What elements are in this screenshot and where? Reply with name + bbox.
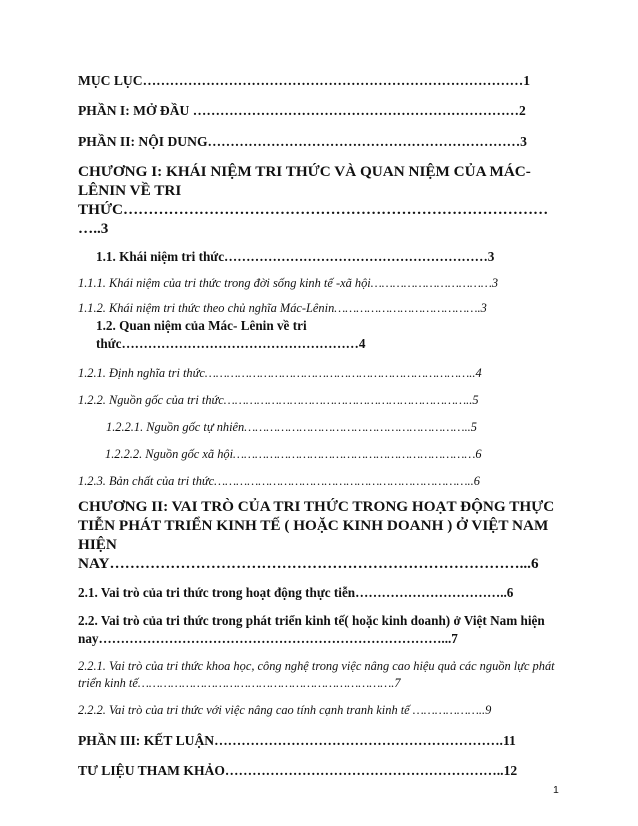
- toc-entry-2-2: 2.2. Vai trò của tri thức trong phát triển kinh tế( hoặc kinh doanh) ở Việt Nam hiện nay……………………………………………………………………...7: [78, 613, 545, 646]
- page-number: 1: [553, 784, 559, 796]
- toc-entry-1-2-3: 1.2.3. Bản chất của tri thức……………………………………………………………..6: [78, 474, 480, 488]
- toc-entry-chuong-2: CHƯƠNG II: VAI TRÒ CỦA TRI THỨC TRONG HOẠT ĐỘNG THỰC TIỄN PHÁT TRIỂN KINH TẾ ( HOẶC KINH DOANH ) Ở VIỆT NAM HIỆN NAY………………………………………………………………………...6: [78, 498, 555, 572]
- toc-entry-phan-2: PHẦN II: NỘI DUNG……………………………………………………………3: [78, 134, 527, 149]
- toc-entry-1-1-1: 1.1.1. Khái niệm của tri thức trong đời sống kinh tế -xã hội……………………………3: [78, 276, 499, 290]
- toc-entry-2-2-2: 2.2.2. Vai trò của tri thức với việc nâng cao tính cạnh tranh kinh tế ………………..9: [78, 703, 492, 717]
- table-of-contents: [78, 72, 562, 780]
- toc-entry-chuong-1: CHƯƠNG I: KHÁI NIỆM TRI THỨC VÀ QUAN NIỆM CỦA MÁC-LÊNIN VỀ TRI THỨC……………………………………………………………………………..3: [78, 163, 549, 237]
- toc-entry-phan-1: PHẦN I: MỞ ĐẦU ………………………………………………………………2: [78, 103, 526, 118]
- toc-entry-2-1: 2.1. Vai trò của tri thức trong hoạt động thực tiễn……………………………..6: [78, 585, 514, 600]
- toc-entry-2-2-1: 2.2.1. Vai trò của tri thức khoa học, công nghệ trong việc nâng cao hiệu quả các nguồn lực phát triển kinh tế…………………………………………………………….7: [78, 659, 555, 690]
- toc-entry-1-2-2-2: 1.2.2.2. Nguồn gốc xã hội…………………………………………………………6: [105, 447, 482, 461]
- toc-entry-1-2: 1.2. Quan niệm của Mác- Lênin về tri thức………………………………………………4: [96, 318, 366, 351]
- toc-entry-tu-lieu: TƯ LIỆU THAM KHẢO……………………………………………………..12: [78, 763, 518, 778]
- toc-entry-phan-3: PHẦN III: KẾT LUẬN……………………………………………………….11: [78, 733, 516, 748]
- toc-entry-1-2-2: 1.2.2. Nguồn gốc của tri thức…………………………………………………………..5: [78, 393, 479, 407]
- toc-heading: MỤC LỤC…………………………………………………………………………1: [78, 73, 530, 88]
- toc-entry-1-1: 1.1. Khái niệm tri thức……………………………………………………3: [96, 249, 495, 264]
- toc-entry-1-1-2: 1.1.2. Khái niệm tri thức theo chủ nghĩa Mác-Lênin………………………………….3: [78, 301, 487, 315]
- toc-entry-1-2-2-1: 1.2.2.1. Nguồn gốc tự nhiên……………………………………………………..5: [106, 420, 477, 434]
- toc-entry-1-2-1: 1.2.1. Định nghĩa tri thức………………………………………………………………..4: [78, 366, 482, 380]
